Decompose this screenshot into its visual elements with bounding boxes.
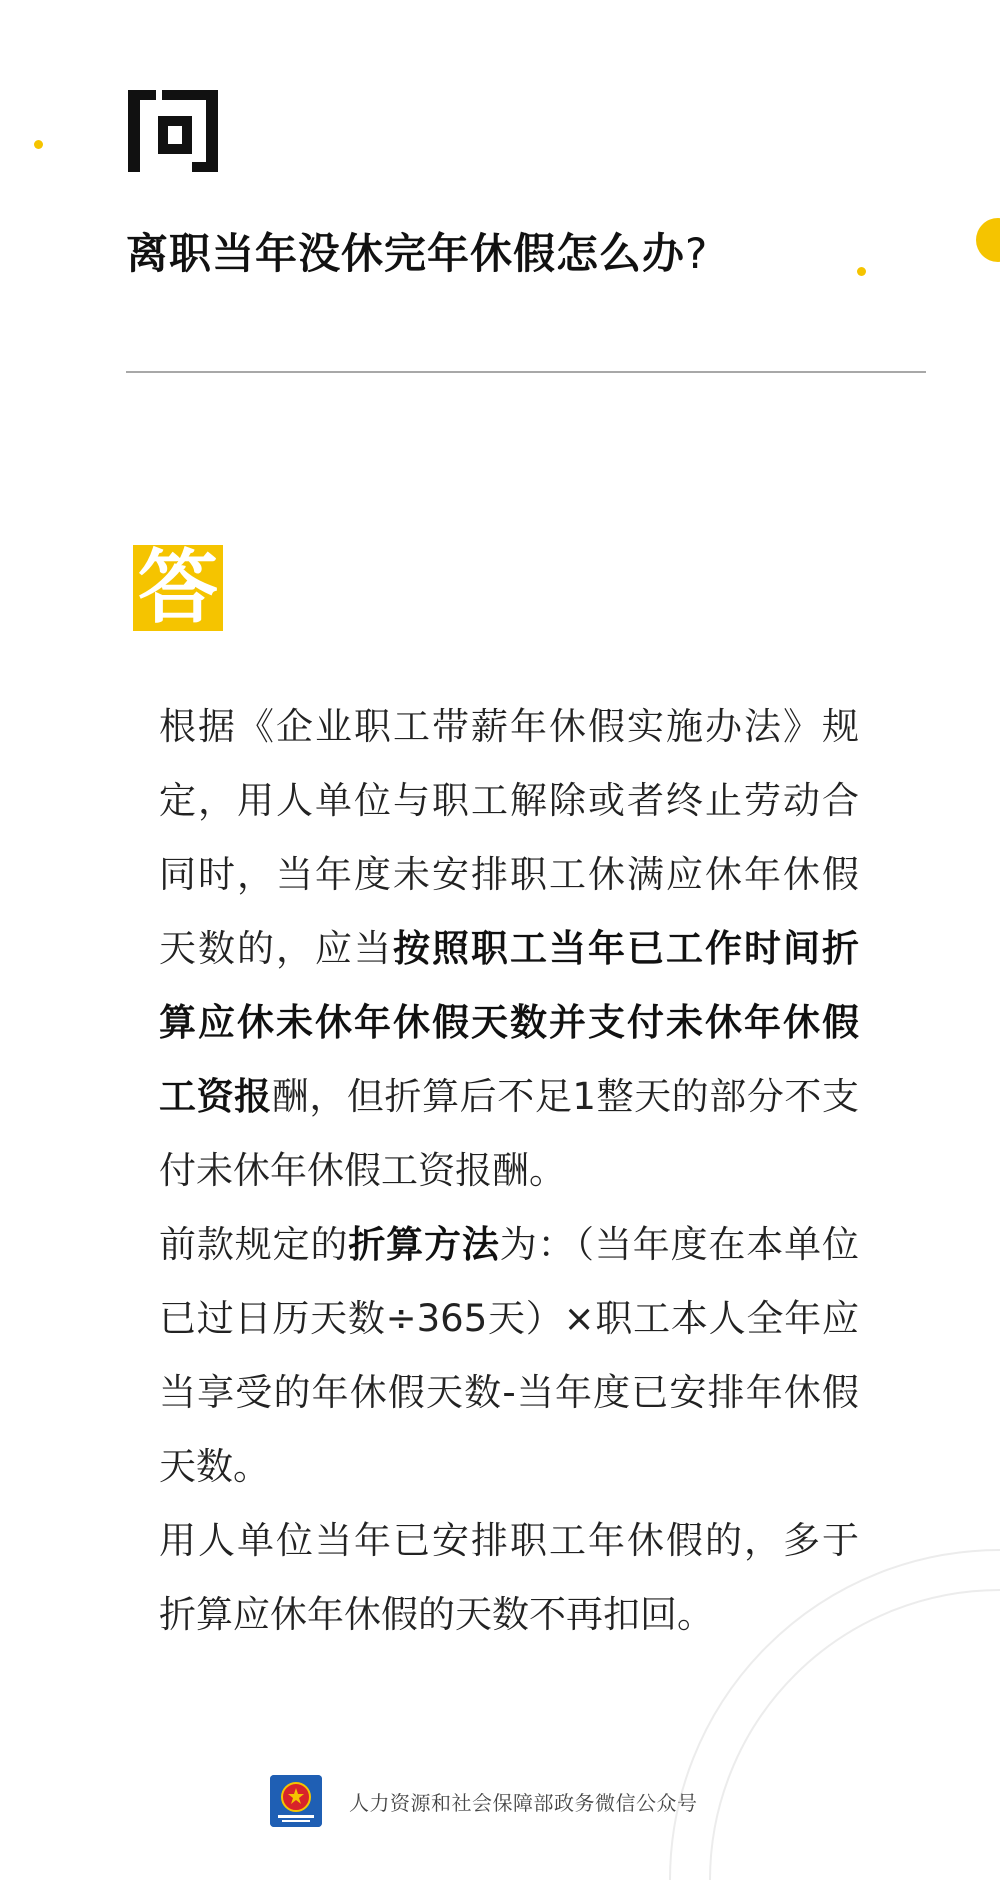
- question-mark-icon: [128, 86, 218, 176]
- answer-body: [159, 690, 859, 1652]
- answer-p1-bold: 按照职工当年已工作时间折算应休未休年休假天数并支付未休年休假工资报: [159, 927, 859, 1118]
- decorative-dot-left: [34, 140, 43, 149]
- answer-p2-text: 前款规定的: [159, 1223, 349, 1266]
- footer-source: 人力资源和社会保障部政务微信公众号: [349, 1790, 698, 1815]
- question-title-suffix: ?: [685, 229, 709, 278]
- answer-p2-text-end: 为：（当年度在本单位已过日历天数÷365天）×职工本人全年应当享受的年休假天数-当年度已安排年休假天数。: [159, 1223, 860, 1488]
- section-divider: [126, 371, 926, 373]
- question-title-text: 离职当年没休完年休假怎么办: [126, 229, 686, 278]
- answer-p1-text: 根据《企业职工带薪年休假实施办法》规定，用人单位与职工解除或者终止劳动合同时，当年度未安排职工休满应休年休假天数的，应当: [159, 705, 859, 970]
- answer-mark: 答: [133, 545, 223, 631]
- question-title: [126, 224, 926, 284]
- answer-p2-bold: 折算方法: [348, 1223, 500, 1266]
- answer-paragraph-1: [159, 690, 859, 1208]
- decorative-dot-right: [976, 218, 1000, 262]
- footer: [270, 1775, 698, 1827]
- answer-p1-text-end: 酬，但折算后不足1整天的部分不支付未休年休假工资报酬。: [159, 1075, 860, 1192]
- answer-paragraph-3: 用人单位当年已安排职工年休假的，多于折算应休年休假的天数不再扣回。: [159, 1519, 859, 1636]
- national-emblem-icon: [270, 1775, 322, 1827]
- answer-paragraph-2: [159, 1208, 859, 1504]
